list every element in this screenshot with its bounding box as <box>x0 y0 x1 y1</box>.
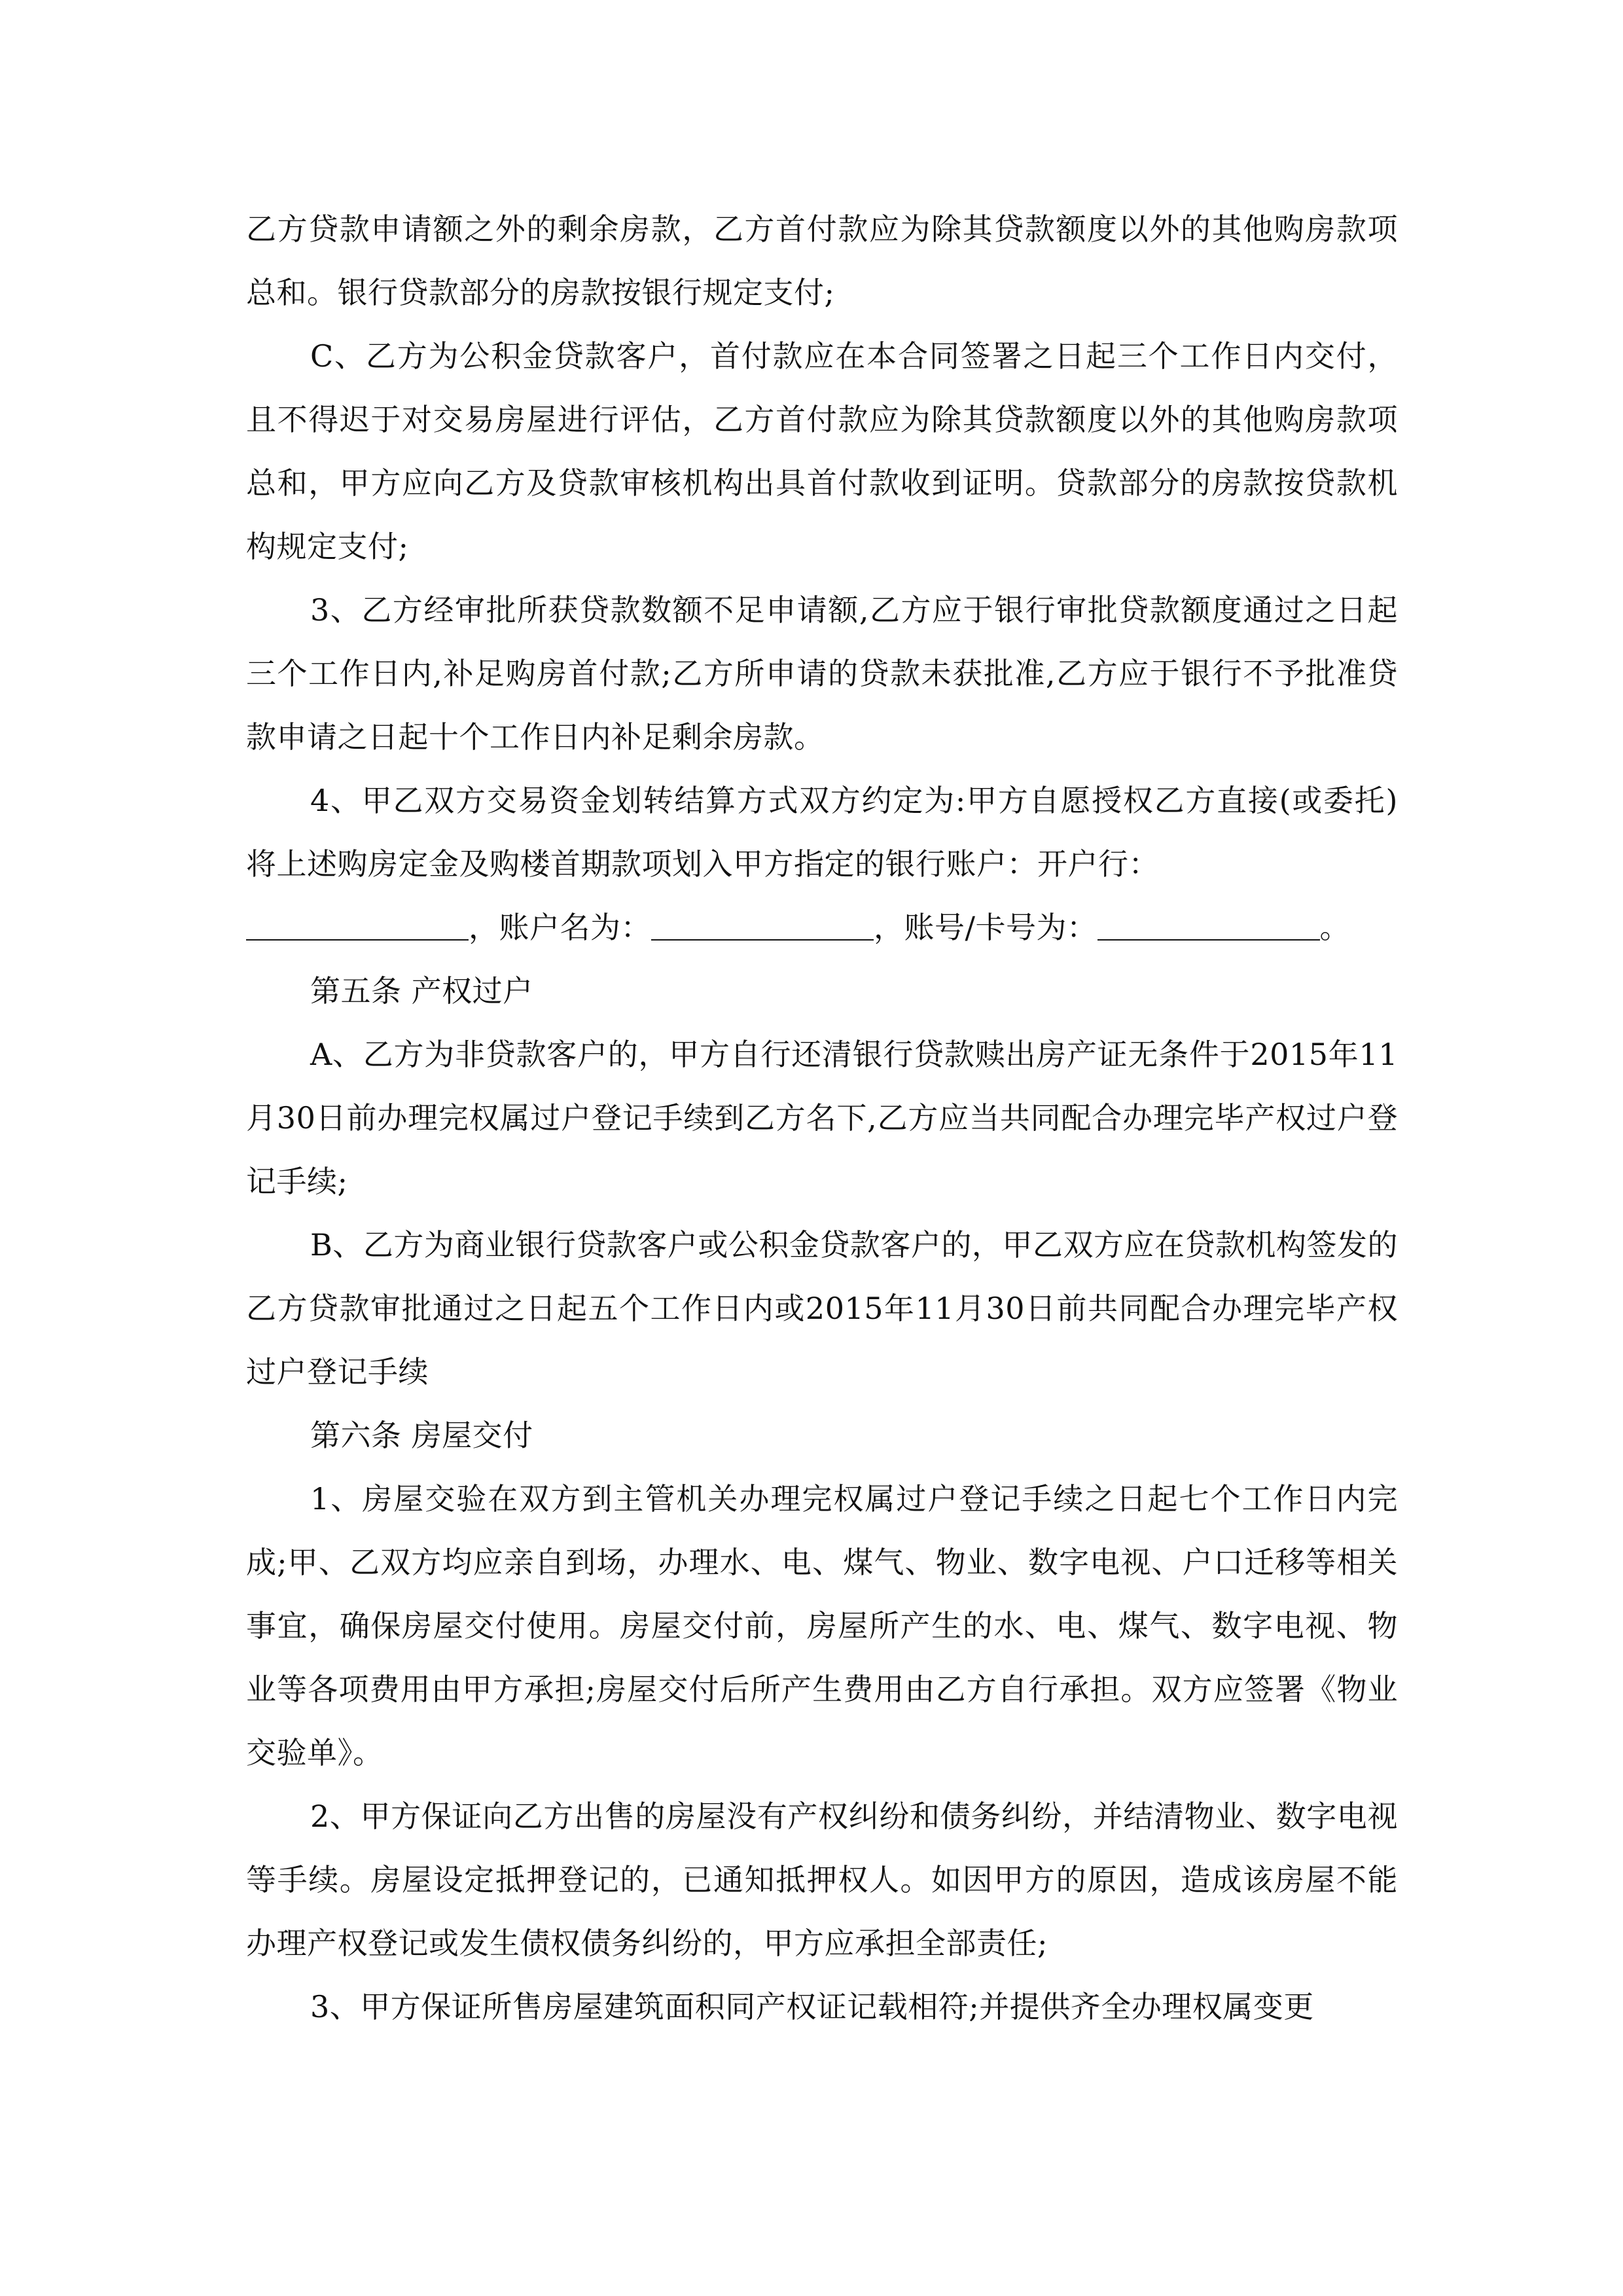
article-5-title: 第五条 产权过户 <box>310 973 533 1009</box>
account-line-end: 。 <box>1319 910 1350 945</box>
account-number-blank[interactable] <box>1097 910 1320 941</box>
article-6-title: 第六条 房屋交付 <box>310 1418 533 1453</box>
paragraph-clause-c: C、乙方为公积金贷款客户，首付款应在本合同签署之日起三个工作日内交付，且不得迟于对交易房屋进行评估，乙方首付款应为除其贷款额度以外的其他购房款项总和，甲方应向乙方及贷款审核机构出具首付款收到证明。贷款部分的房款按贷款机构规定支付; <box>246 338 1398 564</box>
account-number-label: ，账号/卡号为： <box>874 910 1097 945</box>
bank-name-blank[interactable] <box>246 910 469 941</box>
article-6-item-2: 2、甲方保证向乙方出售的房屋没有产权纠纷和债务纠纷，并结清物业、数字电视等手续。房屋设定抵押登记的，已通知抵押权人。如因甲方的原因，造成该房屋不能办理产权登记或发生债权债务纠纷的，甲方应承担全部责任; <box>246 1799 1398 1961</box>
article-5-item-a: A、乙方为非贷款客户的，甲方自行还清银行贷款赎出房产证无条件于2015年11月30日前办理完权属过户登记手续到乙方名下,乙方应当共同配合办理完毕产权过户登记手续; <box>246 1037 1398 1199</box>
document-body <box>246 198 1398 2039</box>
article-5-item-b: B、乙方为商业银行贷款客户或公积金贷款客户的，甲乙双方应在贷款机构签发的乙方贷款审批通过之日起五个工作日内或2015年11月30日前共同配合办理完毕产权过户登记手续 <box>246 1227 1398 1390</box>
paragraph-continuation: 乙方贷款申请额之外的剩余房款，乙方首付款应为除其贷款额度以外的其他购房款项总和。银行贷款部分的房款按银行规定支付; <box>246 211 1398 310</box>
account-name-label: ，账户名为： <box>469 910 651 945</box>
paragraph-clause-3: 3、乙方经审批所获贷款数额不足申请额,乙方应于银行审批贷款额度通过之日起三个工作日内,补足购房首付款;乙方所申请的贷款未获批准,乙方应于银行不予批准贷款申请之日起十个工作日内补足剩余房款。 <box>246 592 1398 755</box>
paragraph-clause-4: 4、甲乙双方交易资金划转结算方式双方约定为:甲方自愿授权乙方直接(或委托)将上述购房定金及购楼首期款项划入甲方指定的银行账户：开户行： <box>246 783 1398 882</box>
account-name-blank[interactable] <box>651 910 874 941</box>
bank-account-line <box>246 896 1398 960</box>
article-6-item-1: 1、房屋交验在双方到主管机关办理完权属过户登记手续之日起七个工作日内完成;甲、乙双方均应亲自到场，办理水、电、煤气、物业、数字电视、户口迁移等相关事宜，确保房屋交付使用。房屋交付前，房屋所产生的水、电、煤气、数字电视、物业等各项费用由甲方承担;房屋交付后所产生费用由乙方自行承担。双方应签署《物业交验单》。 <box>246 1481 1398 1770</box>
article-6-item-3: 3、甲方保证所售房屋建筑面积同产权证记载相符;并提供齐全办理权属变更 <box>310 1989 1314 2024</box>
